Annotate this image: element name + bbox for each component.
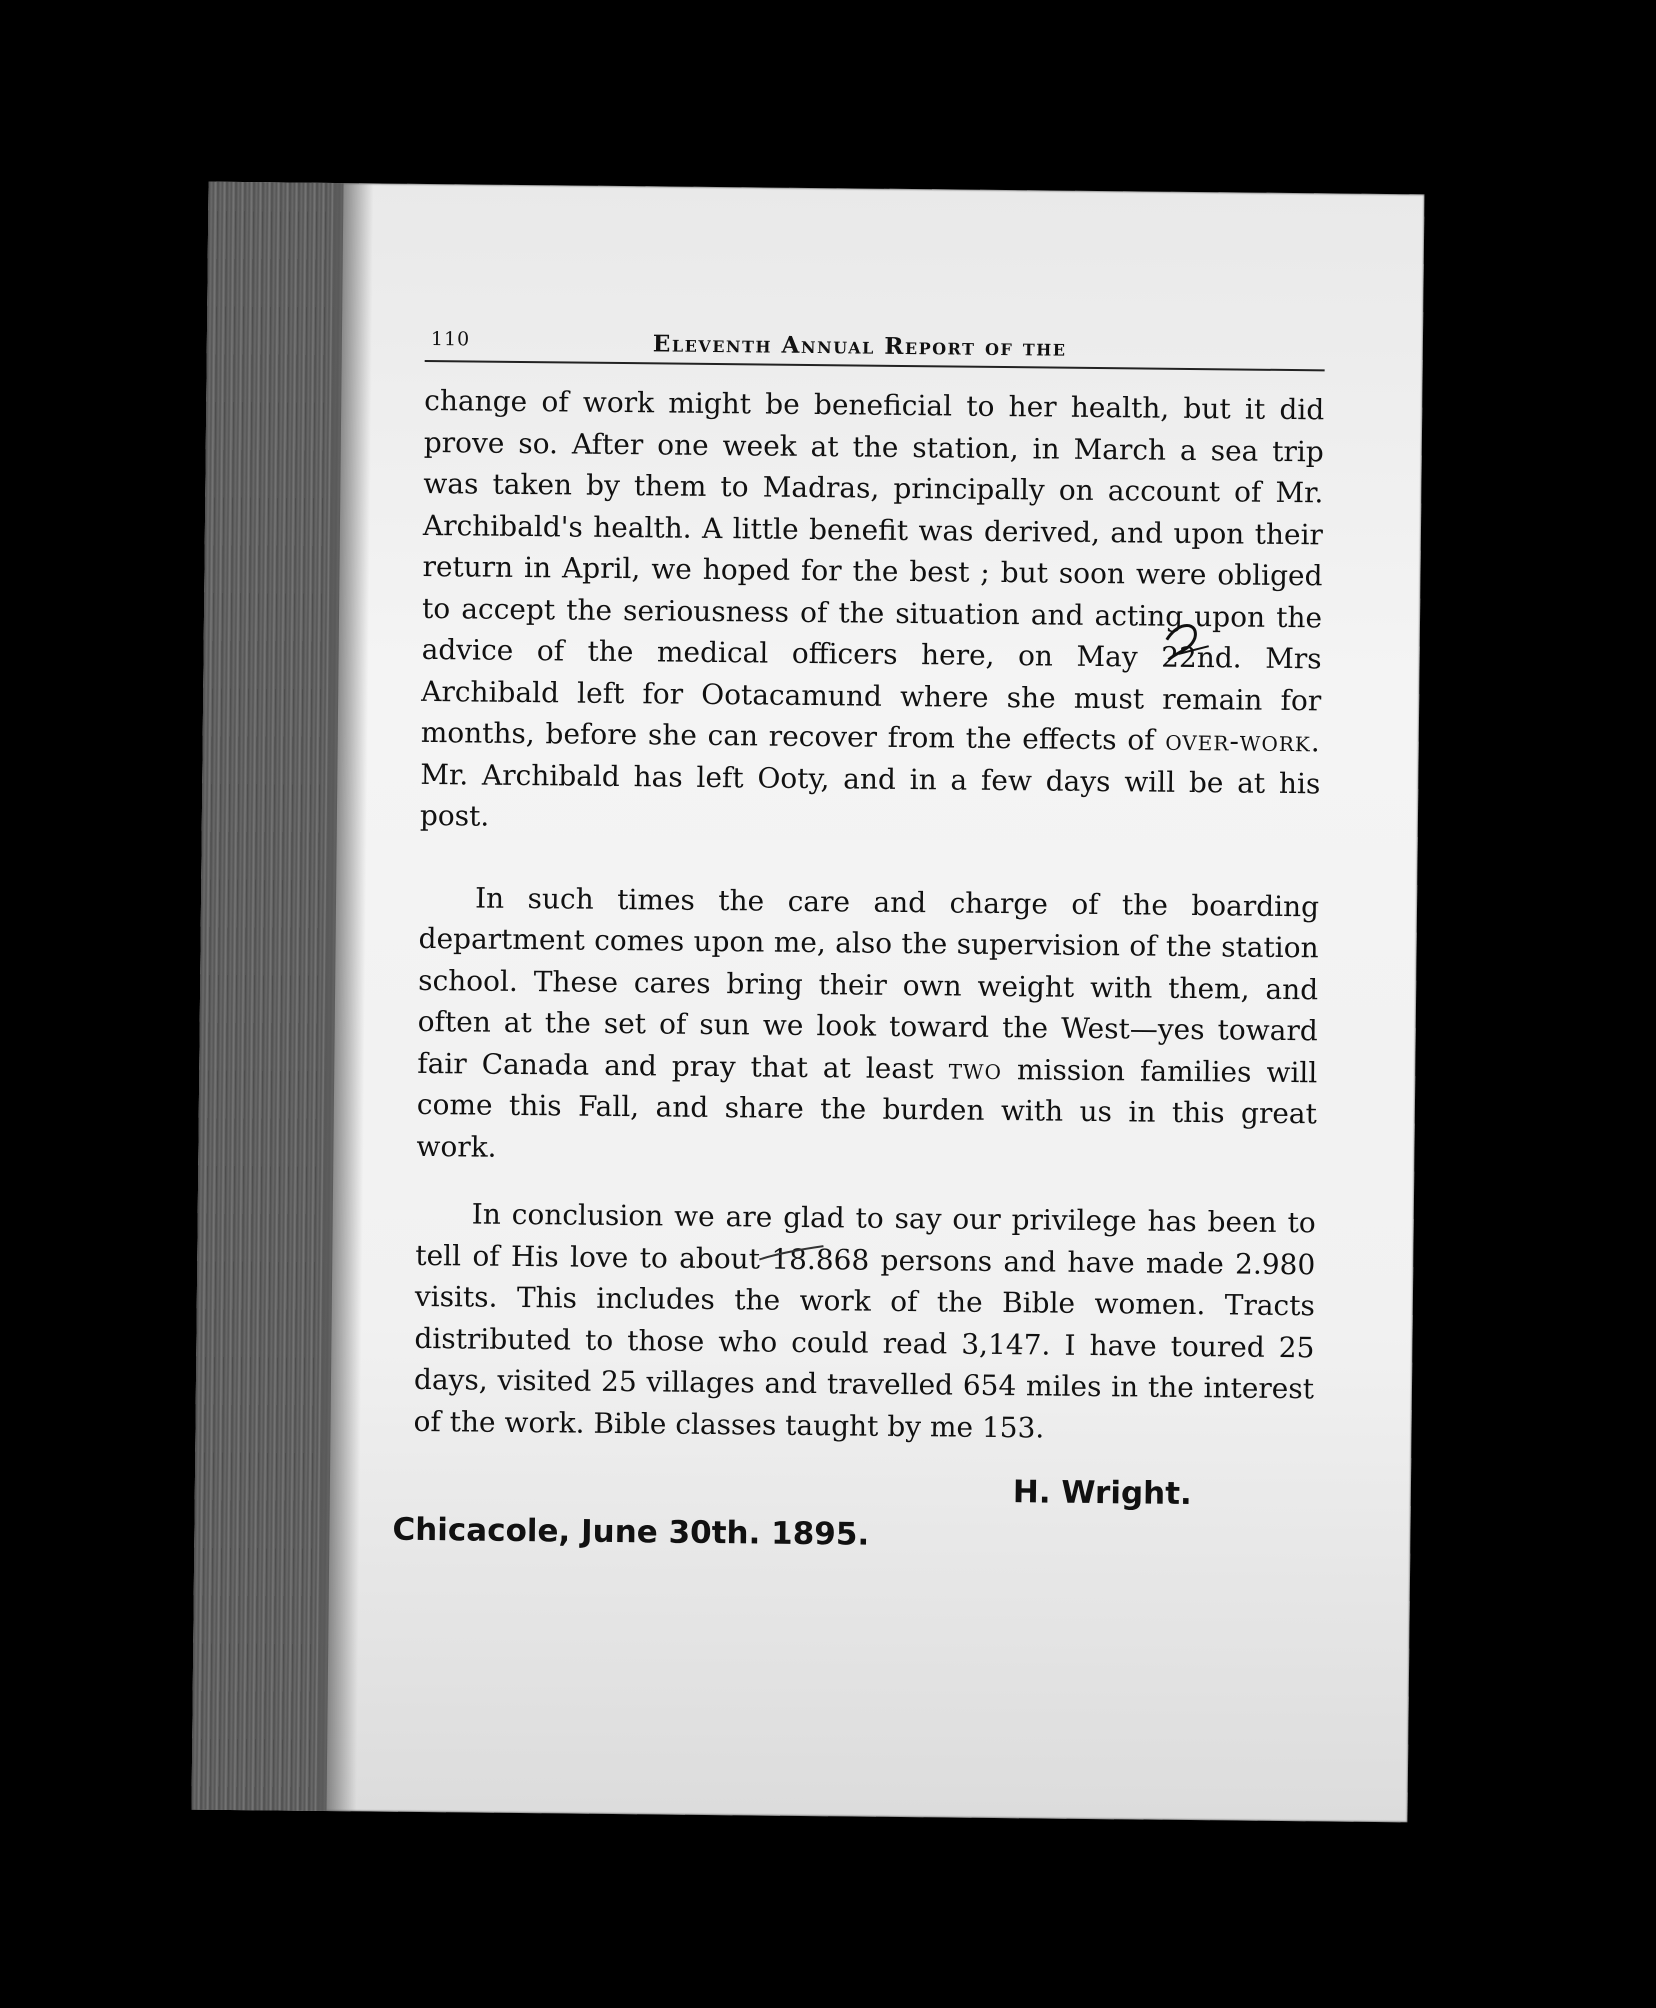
signature: H. Wright. — [1012, 1474, 1192, 1513]
body-text — [413, 380, 1324, 1451]
page-number: 110 — [430, 328, 471, 351]
page-content — [392, 326, 1325, 1557]
running-head-title: Eleventh Annual Report of the — [652, 330, 1067, 362]
running-head — [425, 326, 1325, 371]
dateline: Chicacole, June 30th. 1895. — [392, 1511, 870, 1553]
paragraph-2-text: In such times the care and charge of the boarding department comes upon me, also the supervision of the station school. These cares bring their own weight with them, and often at the set of sun we look toward the West—yes toward fair Canada and pray that at least — [417, 881, 1320, 1085]
paragraph-2-smallcaps: two — [948, 1051, 1003, 1086]
paragraph-1-text-end: Mr. Archibald has left Ooty, and in a few days will be at his post. — [419, 757, 1321, 833]
paragraph-2 — [416, 876, 1319, 1176]
pen-mark — [1158, 610, 1219, 671]
paragraph-1-smallcaps: over-work. — [1165, 723, 1321, 759]
paragraph-1-text: change of work might be beneficial to her health, but it did prove so. After one week at the station, in March a sea trip was taken by them to Madras, principally on account of Mr. Archibald's health. A little benefit was derived, and upon their return in April, we hoped for the best ; but soon were obliged to accept the seriousness of the situation and acting upon the advice of the medical officers here, on May 22nd. Mrs Archibald left for Ootacamund where she must remain for months, before she can recover from the effects of — [420, 383, 1325, 757]
paragraph-2-text-end: mission families will come this Fall, and share the burden with us in this great work. — [416, 1052, 1318, 1164]
scanned-page — [192, 182, 1425, 1823]
pen-stroke — [757, 1239, 827, 1270]
paragraph-3: In conclusion we are glad to say our privilege has been to tell of His love to about 18.868 persons and have made 2.980 visits. This includes the work of the Bible women. Tracts distributed to those who could read 3,147. I have toured 25 days, visited 25 villages and travelled 654 miles in the interest of the work. Bible classes taught by me 153. — [413, 1197, 1316, 1444]
